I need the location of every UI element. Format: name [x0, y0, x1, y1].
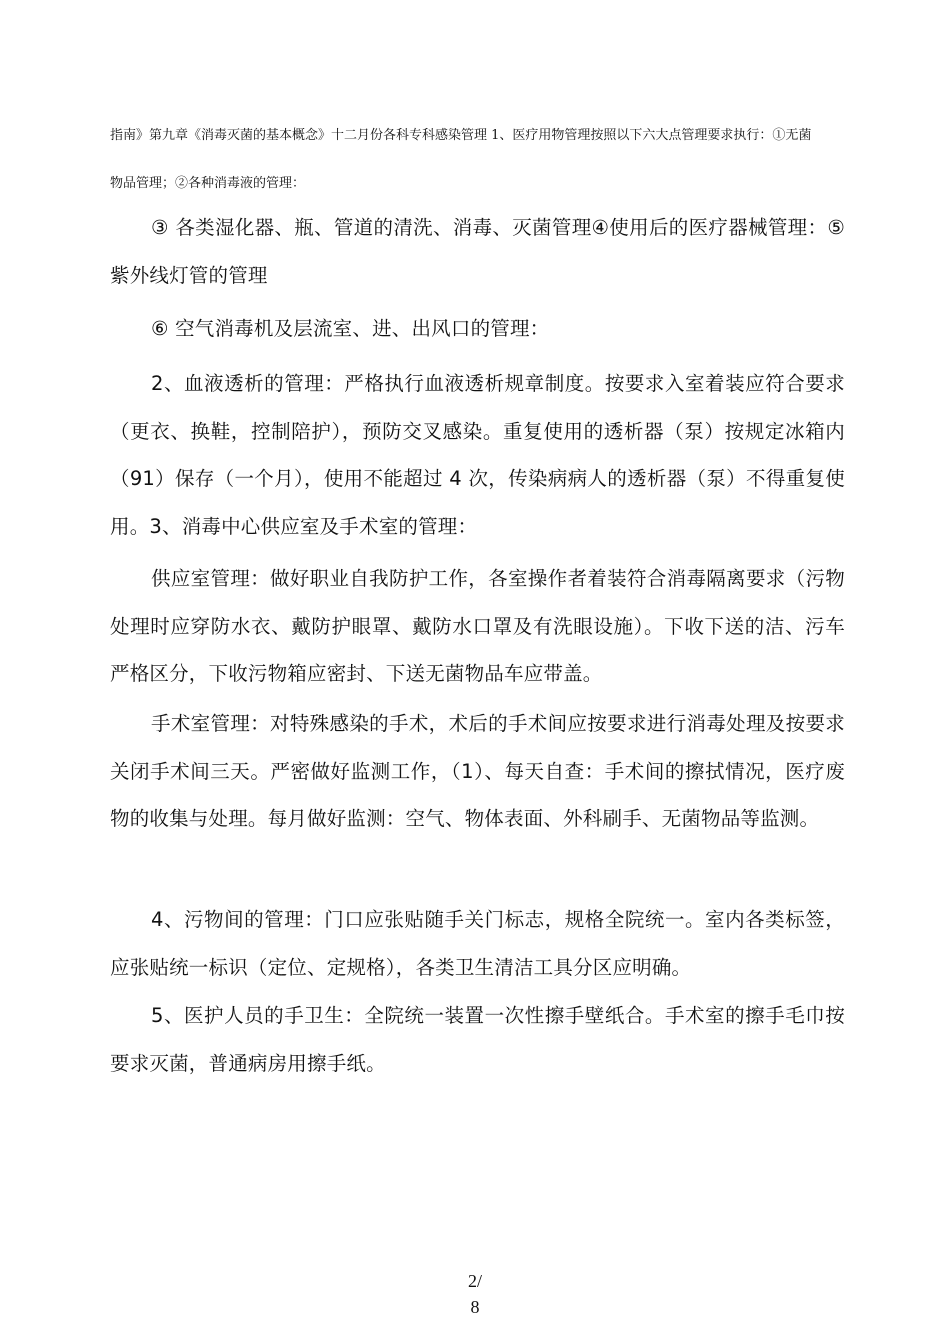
- paragraph-6: 4、污物间的管理：门口应张贴随手关门标志，规格全院统一。室内各类标签，应张贴统一标识（定位、定规格），各类卫生清洁工具分区应明确。: [110, 908, 845, 979]
- paragraph-1: ③ 各类湿化器、瓶、管道的清洗、消毒、灭菌管理④使用后的医疗器械管理：⑤紫外线灯管的管理: [110, 216, 845, 287]
- page-number-bottom: 8: [470, 1297, 480, 1317]
- paragraph-3: 2、血液透析的管理：严格执行血液透析规章制度。按要求入室着装应符合要求（更衣、换鞋，控制陪护），预防交叉感染。重复使用的透析器（泵）按规定冰箱内（91）保存（一个月），使用不能超过 4 次，传染病病人的透析器（泵）不得重复使用。3、消毒中心供应室及手术室的管理：: [110, 372, 845, 538]
- header-text-line-1: 指南》第九章《消毒灭菌的基本概念》十二月份各科专科感染管理 1、医疗用物管理按照以下六大点管理要求执行：①无菌: [110, 128, 812, 143]
- paragraph-4: 供应室管理：做好职业自我防护工作，各室操作者着装符合消毒隔离要求（污物处理时应穿防水衣、戴防护眼罩、戴防水口罩及有洗眼设施）。下收下送的洁、污车严格区分，下收污物箱应密封、下送无菌物品车应带盖。: [110, 567, 845, 685]
- header-text-line-2: 物品管理；②各种消毒液的管理：: [110, 176, 306, 191]
- paragraph-2: ⑥ 空气消毒机及层流室、进、出风口的管理：: [151, 317, 550, 340]
- paragraph-7: 5、医护人员的手卫生：全院统一装置一次性擦手壁纸合。手术室的擦手毛巾按要求灭菌，普通病房用擦手纸。: [110, 1004, 845, 1075]
- page-number-top: 2/: [467, 1271, 482, 1291]
- paragraph-5: 手术室管理：对特殊感染的手术，术后的手术间应按要求进行消毒处理及按要求关闭手术间三天。严密做好监测工作，（1）、每天自查：手术间的擦拭情况，医疗废物的收集与处理。每月做好监测：空气、物体表面、外科刷手、无菌物品等监测。: [110, 712, 845, 830]
